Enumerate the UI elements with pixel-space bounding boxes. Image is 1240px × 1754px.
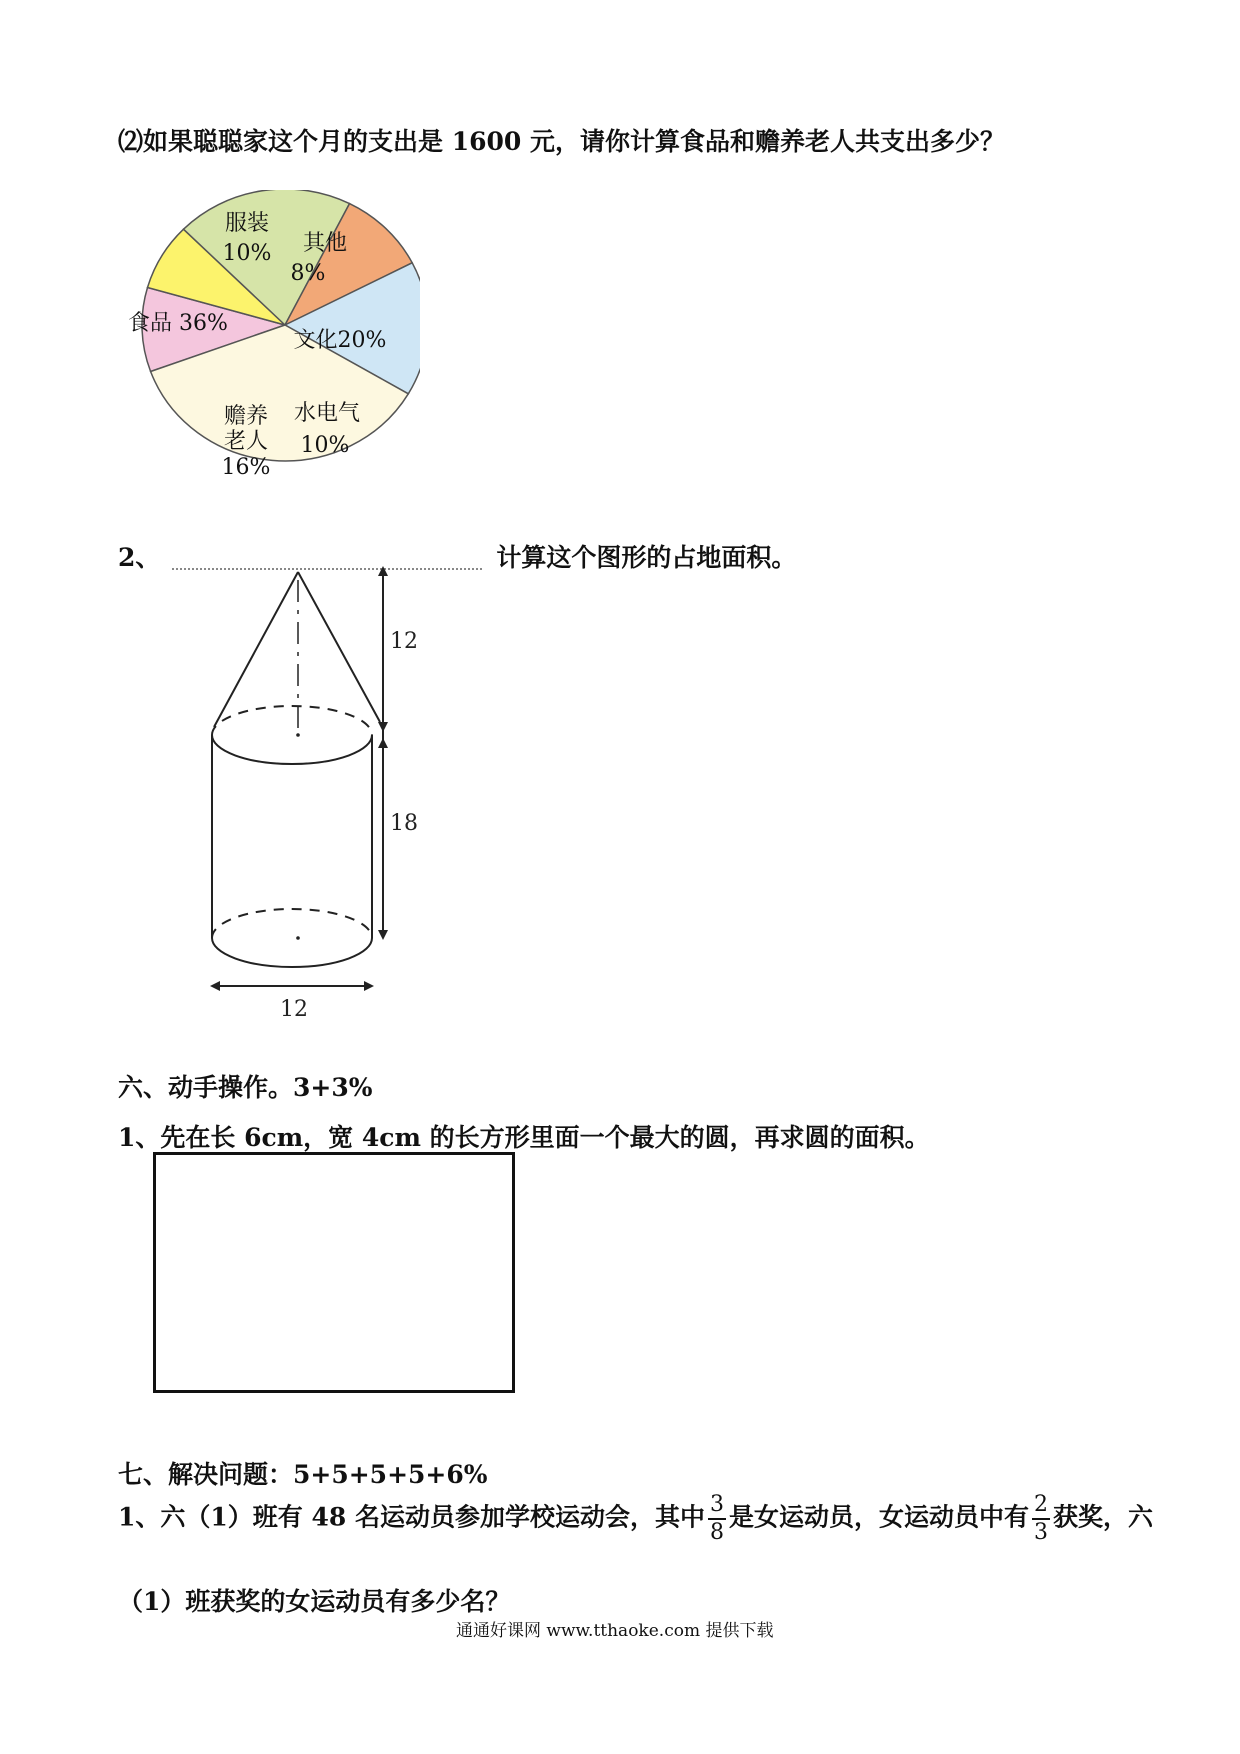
q7-1-part1: 1、六（1）班有 48 名运动员参加学校运动会，其中 [118,1502,705,1532]
label-fuzhuang: 服装 [224,211,270,236]
bottom-center-dot [296,936,300,940]
label-fuzhuang-pct: 10% [222,241,272,266]
question-7-1-line2: （1）班获奖的女运动员有多少名？ [118,1587,511,1616]
fraction-3-8-denominator: 8 [710,1520,724,1545]
label-shipin: 食品 36% [128,311,228,336]
bottom-ellipse-front [212,938,372,967]
cone-right-edge [298,572,380,722]
q7-1-part2: 是女运动员，女运动员中有 [729,1502,1030,1532]
arrow-mid-up [378,722,388,732]
arrow-bottom [378,930,388,940]
question-7-1-line1 [118,1492,1153,1546]
fraction-2-3-numerator: 2 [1032,1492,1050,1520]
label-wenhua: 文化20% [293,328,387,353]
fraction-2-3-denominator: 3 [1034,1520,1049,1545]
label-qita: 其他 [302,231,348,256]
q7-1-part3: 获奖，六 [1053,1502,1154,1532]
cone-height-label: 12 [390,629,418,654]
cone-cylinder-figure [190,560,440,1030]
cylinder-height-label: 18 [390,811,418,836]
arrow-top [378,566,388,576]
arrow-mid-down [378,738,388,748]
question-2-text: 计算这个图形的占地面积。 [496,543,797,572]
expense-pie-chart [100,190,420,490]
label-shanyang-1: 赡养 [223,404,269,429]
section-7-heading: 七、解决问题：5+5+5+5+6% [118,1460,488,1489]
fraction-2-3 [1032,1492,1050,1546]
footer: 通通好课网 www.tthaoke.com 提供下载 [456,1621,774,1641]
diameter-label: 12 [280,997,308,1022]
fraction-3-8-numerator: 3 [708,1492,726,1520]
label-qita-pct: 8% [290,261,326,286]
question-6-1: 1、先在长 6cm，宽 4cm 的长方形里面一个最大的圆，再求圆的面积。 [118,1123,930,1152]
arrow-right [364,981,374,991]
top-ellipse-back [212,706,372,735]
label-shuidianqi: 水电气 [293,401,361,426]
arrow-left [210,981,220,991]
section-6-heading: 六、动手操作。3+3% [118,1073,373,1102]
top-center-dot [296,733,300,737]
label-shanyang-2: 老人 [223,429,269,454]
rectangle-6x4 [153,1152,515,1393]
cone-left-edge [214,572,298,727]
question-2-sub: ⑵如果聪聪家这个月的支出是 1600 元，请你计算食品和赡养老人共支出多少？ [118,127,1005,156]
question-2-number: 2、 [118,543,161,572]
fraction-3-8 [708,1492,726,1546]
label-shuidianqi-pct: 10% [300,433,350,458]
top-ellipse-front [212,735,372,764]
bottom-ellipse-back [212,909,372,938]
label-shanyang-pct: 16% [221,455,271,480]
